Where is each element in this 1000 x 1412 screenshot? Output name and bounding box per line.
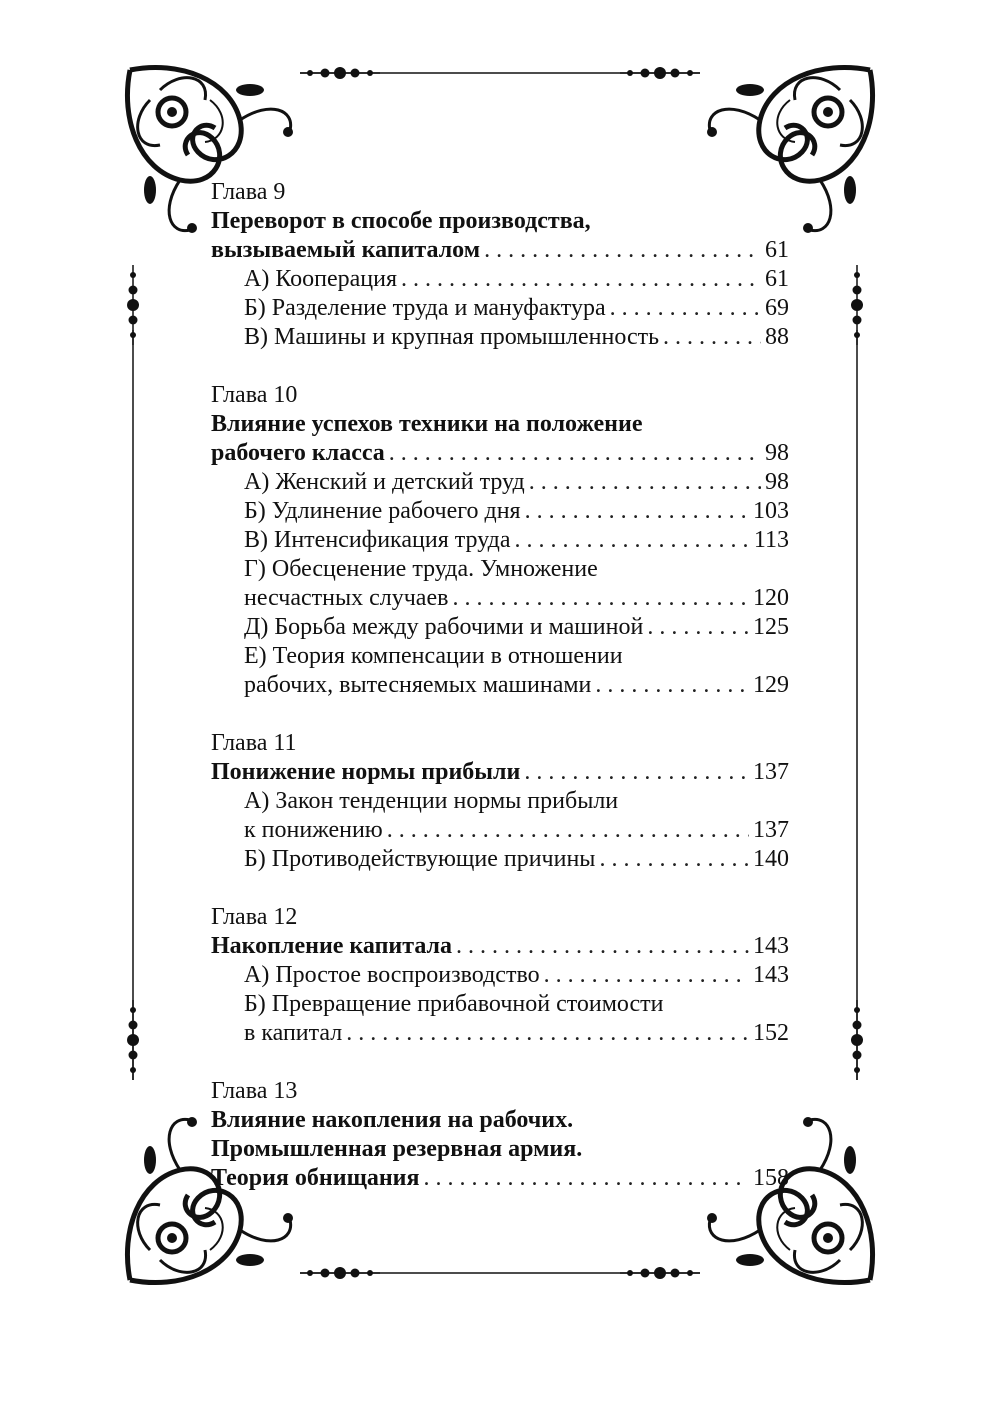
dot-leader xyxy=(524,758,749,787)
section-gap xyxy=(211,700,789,729)
entry-text: В) Интенсификация труда xyxy=(244,527,511,553)
page-number: 113 xyxy=(753,527,789,553)
chapter-title xyxy=(211,207,789,236)
entry-text: Б) Превращение прибавочной стоимости xyxy=(244,991,664,1017)
page-number: 129 xyxy=(753,672,789,698)
entry-text: Глава 10 xyxy=(211,382,298,408)
section-entry xyxy=(211,497,789,526)
section-entry xyxy=(211,990,789,1019)
entry-text: Б) Противодействующие причины xyxy=(244,846,596,872)
entry-text: рабочего класса xyxy=(211,440,385,466)
section-entry xyxy=(211,323,789,352)
dot-leader xyxy=(401,265,761,294)
page-number: 88 xyxy=(765,324,789,350)
page-number: 61 xyxy=(765,237,789,263)
entry-text: Промышленная резервная армия. xyxy=(211,1136,583,1162)
chapter-title xyxy=(211,1164,789,1193)
chapter-title xyxy=(211,1106,789,1135)
dot-leader xyxy=(484,236,761,265)
dot-leader xyxy=(452,584,749,613)
dot-leader xyxy=(389,439,761,468)
entry-text: вызываемый капиталом xyxy=(211,237,481,263)
dot-leader xyxy=(647,613,749,642)
page-number: 158 xyxy=(753,1165,789,1191)
entry-text: Влияние накопления на рабочих. xyxy=(211,1107,574,1133)
section-entry xyxy=(211,294,789,323)
page-number: 140 xyxy=(753,846,789,872)
entry-text: Глава 13 xyxy=(211,1078,298,1104)
chapter-title xyxy=(211,410,789,439)
dot-leader xyxy=(595,671,749,700)
chapter-label xyxy=(211,381,789,410)
section-entry xyxy=(211,671,789,700)
entry-text: Б) Удлинение рабочего дня xyxy=(244,498,521,524)
section-gap xyxy=(211,352,789,381)
section-entry xyxy=(211,642,789,671)
entry-text: А) Кооперация xyxy=(244,266,398,292)
section-entry xyxy=(211,468,789,497)
page-number: 98 xyxy=(765,440,789,466)
entry-text: Д) Борьба между рабочими и машиной xyxy=(244,614,644,640)
entry-text: В) Машины и крупная промышленность xyxy=(244,324,660,350)
entry-text: Накопление капитала xyxy=(211,933,452,959)
section-entry xyxy=(211,555,789,584)
section-entry xyxy=(211,526,789,555)
page-number: 98 xyxy=(765,469,789,495)
dot-leader xyxy=(663,323,761,352)
section-entry xyxy=(211,961,789,990)
chapter-label xyxy=(211,1077,789,1106)
dot-leader xyxy=(387,816,749,845)
dot-leader xyxy=(515,526,750,555)
entry-text: Е) Теория компенсации в отношении xyxy=(244,643,623,669)
dot-leader xyxy=(599,845,749,874)
entry-text: А) Закон тенденции нормы прибыли xyxy=(244,788,619,814)
entry-text: Переворот в способе производства, xyxy=(211,208,591,234)
dot-leader xyxy=(610,294,761,323)
page-number: 137 xyxy=(753,759,789,785)
section-entry xyxy=(211,816,789,845)
page-number: 69 xyxy=(765,295,789,321)
chapter-title xyxy=(211,439,789,468)
chapter-title xyxy=(211,1135,789,1164)
section-entry xyxy=(211,787,789,816)
page-number: 125 xyxy=(753,614,789,640)
dot-leader xyxy=(346,1019,749,1048)
section-entry xyxy=(211,265,789,294)
dot-leader xyxy=(525,497,749,526)
chapter-title xyxy=(211,236,789,265)
entry-text: Б) Разделение труда и мануфактура xyxy=(244,295,606,321)
entry-text: А) Женский и детский труд xyxy=(244,469,525,495)
page-number: 61 xyxy=(765,266,789,292)
section-gap xyxy=(211,874,789,903)
section-entry xyxy=(211,1019,789,1048)
section-entry xyxy=(211,584,789,613)
entry-text: Глава 9 xyxy=(211,179,286,205)
entry-text: Понижение нормы прибыли xyxy=(211,759,521,785)
page-number: 137 xyxy=(753,817,789,843)
entry-text: Влияние успехов техники на положение xyxy=(211,411,643,437)
entry-text: Глава 12 xyxy=(211,904,298,930)
entry-text: рабочих, вытесняемых машинами xyxy=(244,672,592,698)
entry-text: Теория обнищания xyxy=(211,1165,420,1191)
page-number: 120 xyxy=(753,585,789,611)
dot-leader xyxy=(423,1164,749,1193)
page-number: 152 xyxy=(753,1020,789,1046)
chapter-label xyxy=(211,178,789,207)
chapter-label xyxy=(211,729,789,758)
entry-text: Глава 11 xyxy=(211,730,297,756)
section-entry xyxy=(211,613,789,642)
dot-leader xyxy=(544,961,749,990)
section-entry xyxy=(211,845,789,874)
entry-text: к понижению xyxy=(244,817,383,843)
page-number: 143 xyxy=(753,933,789,959)
dot-leader xyxy=(456,932,749,961)
chapter-title xyxy=(211,758,789,787)
entry-text: Г) Обесценение труда. Умножение xyxy=(244,556,598,582)
page-number: 103 xyxy=(753,498,789,524)
table-of-contents xyxy=(211,178,789,1193)
entry-text: в капитал xyxy=(244,1020,343,1046)
chapter-label xyxy=(211,903,789,932)
chapter-title xyxy=(211,932,789,961)
entry-text: несчастных случаев xyxy=(244,585,449,611)
dot-leader xyxy=(529,468,761,497)
entry-text: А) Простое воспроизводство xyxy=(244,962,540,988)
page-number: 143 xyxy=(753,962,789,988)
section-gap xyxy=(211,1048,789,1077)
